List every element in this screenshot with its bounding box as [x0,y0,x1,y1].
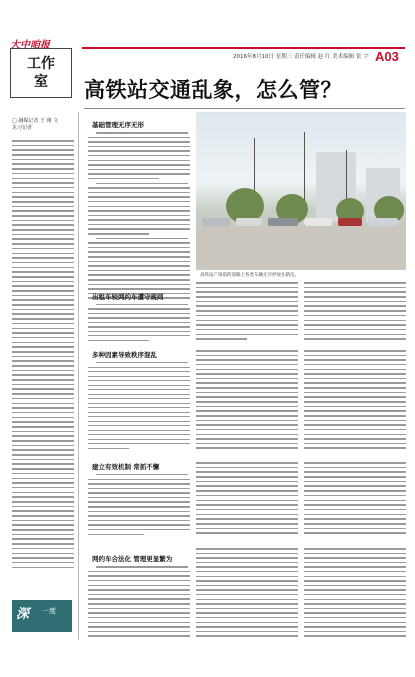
article-block-4b [196,462,298,538]
section-label-line1: 工作 [27,56,55,72]
article-block-1 [88,132,190,302]
column-divider [78,112,79,640]
subhead-2: 出租车较网约车遭守规则 [92,293,164,301]
byline-line2: 见习记者 [12,125,33,131]
photo-caption: 高铁站广场前的道路上各类车辆无序停放在路边。 [200,273,299,278]
news-photo-traffic [196,112,406,270]
article-block-5 [88,566,190,640]
article-block-2c [304,282,406,344]
article-block-4c [304,462,406,538]
subhead-1: 基础管理无序无形 [92,121,144,129]
page-headline: 高铁站交通乱象，怎么管？ [84,78,342,102]
section-label-line2: 室 [34,74,48,90]
left-column-text [12,140,74,572]
newspaper-logo: 大中咱报 [10,40,50,51]
top-red-rule [82,47,405,49]
article-block-5b [196,548,298,640]
article-block-5c [304,548,406,640]
article-block-2b [196,282,298,344]
column-logo-big: 深 [16,607,30,622]
subhead-4: 建立有效机制 常抓不懈 [92,463,160,471]
subhead-3: 多种因素导致秩序混乱 [92,351,157,359]
byline [12,118,72,132]
column-logo-small: 一度 [42,607,56,615]
article-block-3b [196,350,298,452]
article-block-3c [304,350,406,452]
page-number: A03 [375,49,399,64]
section-label-box [10,48,72,98]
dateline: 2016年8月10日 星期三 责任编辑 赵 红 美术编辑 张 宇 [233,54,369,60]
headline-divider [84,108,405,109]
column-logo-box [12,600,72,632]
article-block-2 [88,304,190,344]
article-block-3 [88,362,190,452]
subhead-5: 网约车合法化 管理更显繁为 [92,555,173,563]
article-block-4 [88,474,190,538]
byline-line1: □ 融媒记者 王 刚 文 [12,118,59,124]
